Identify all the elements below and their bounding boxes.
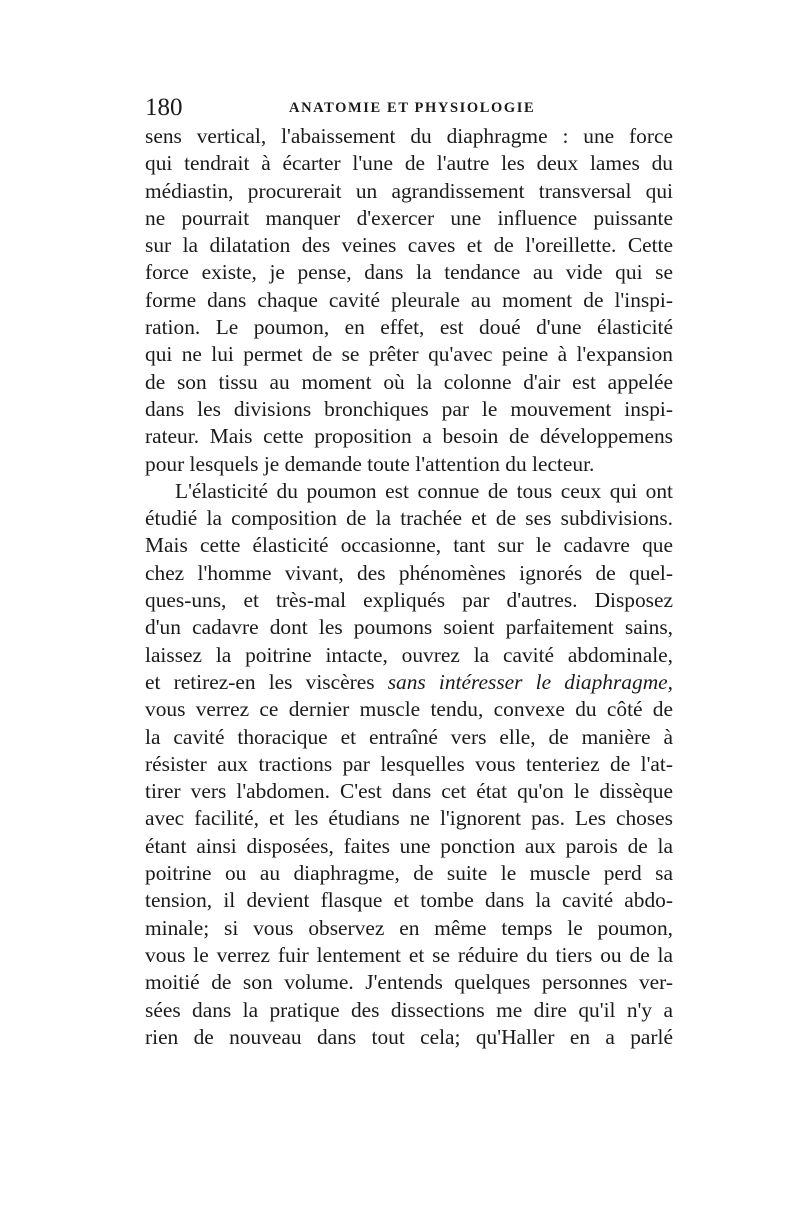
text-line: avec facilité, et les étudians ne l'ignorent pas. Les choses: [145, 806, 673, 831]
text-line: rateur. Mais cette proposition a besoin de développemens: [145, 424, 673, 449]
text-line: la cavité thoracique et entraîné vers elle, de manière à: [145, 724, 673, 749]
running-title: ANATOMIE ET PHYSIOLOGIE: [289, 100, 536, 116]
text-line: résister aux tractions par lesquelles vous tenteriez de l'at-: [145, 751, 673, 776]
text-line: de son tissu au moment où la colonne d'air est appelée: [145, 369, 673, 394]
text-line-with-italic: [145, 669, 673, 696]
running-head: [145, 94, 673, 122]
text-segment: et retirez-en les viscères: [145, 669, 375, 694]
body-text: [145, 123, 673, 1051]
text-line: Mais cette élasticité occasionne, tant sur le cadavre que: [145, 533, 673, 558]
text-line: rien de nouveau dans tout cela; qu'Haller en a parlé: [145, 1024, 673, 1049]
text-line: sées dans la pratique des dissections me dire qu'il n'y a: [145, 997, 673, 1022]
text-line: sur la dilatation des veines caves et de l'oreillette. Cette: [145, 233, 673, 258]
text-line: sens vertical, l'abaissement du diaphragme : une force: [145, 124, 673, 148]
text-line: minale; si vous observez en même temps le poumon,: [145, 915, 673, 940]
text-line: étudié la composition de la trachée et de ses subdivisions.: [145, 506, 673, 531]
text-line: pour lesquels je demande toute l'attention du lecteur.: [145, 451, 595, 476]
text-line: qui ne lui permet de se prêter qu'avec peine à l'expansion: [145, 342, 673, 367]
text-line: ques-uns, et très-mal expliqués par d'autres. Disposez: [145, 588, 673, 613]
text-line: médiastin, procurerait un agrandissement transversal qui: [145, 178, 673, 203]
text-line: tension, il devient flasque et tombe dans la cavité abdo-: [145, 888, 673, 913]
page-number: 180: [145, 94, 183, 121]
text-line: force existe, je pense, dans la tendance au vide qui se: [145, 260, 673, 285]
text-line: moitié de son volume. J'entends quelques personnes ver-: [145, 970, 673, 995]
text-line: laissez la poitrine intacte, ouvrez la cavité abdominale,: [145, 642, 673, 667]
text-line: d'un cadavre dont les poumons soient parfaitement sains,: [145, 615, 673, 640]
text-line: tirer vers l'abdomen. C'est dans cet état qu'on le dissèque: [145, 779, 673, 804]
text-line: ration. Le poumon, en effet, est doué d'une élasticité: [145, 315, 673, 340]
text-line: forme dans chaque cavité pleurale au moment de l'inspi-: [145, 287, 673, 312]
text-line: dans les divisions bronchiques par le mouvement inspi-: [145, 396, 673, 421]
text-line: ne pourrait manquer d'exercer une influence puissante: [145, 205, 673, 230]
text-line: chez l'homme vivant, des phénomènes ignorés de quel-: [145, 560, 673, 585]
text-line: vous le verrez fuir lentement et se réduire du tiers ou de la: [145, 942, 673, 967]
text-line: poitrine ou au diaphragme, de suite le muscle perd sa: [145, 861, 673, 886]
text-line: vous verrez ce dernier muscle tendu, convexe du côté de: [145, 697, 673, 722]
text-line: qui tendrait à écarter l'une de l'autre les deux lames du: [145, 151, 673, 176]
text-line: étant ainsi disposées, faites une ponction aux parois de la: [145, 833, 673, 858]
italic-phrase: sans intéresser le diaphragme,: [387, 669, 673, 694]
paragraph-first-line: L'élasticité du poumon est connue de tous ceux qui ont: [175, 478, 673, 503]
